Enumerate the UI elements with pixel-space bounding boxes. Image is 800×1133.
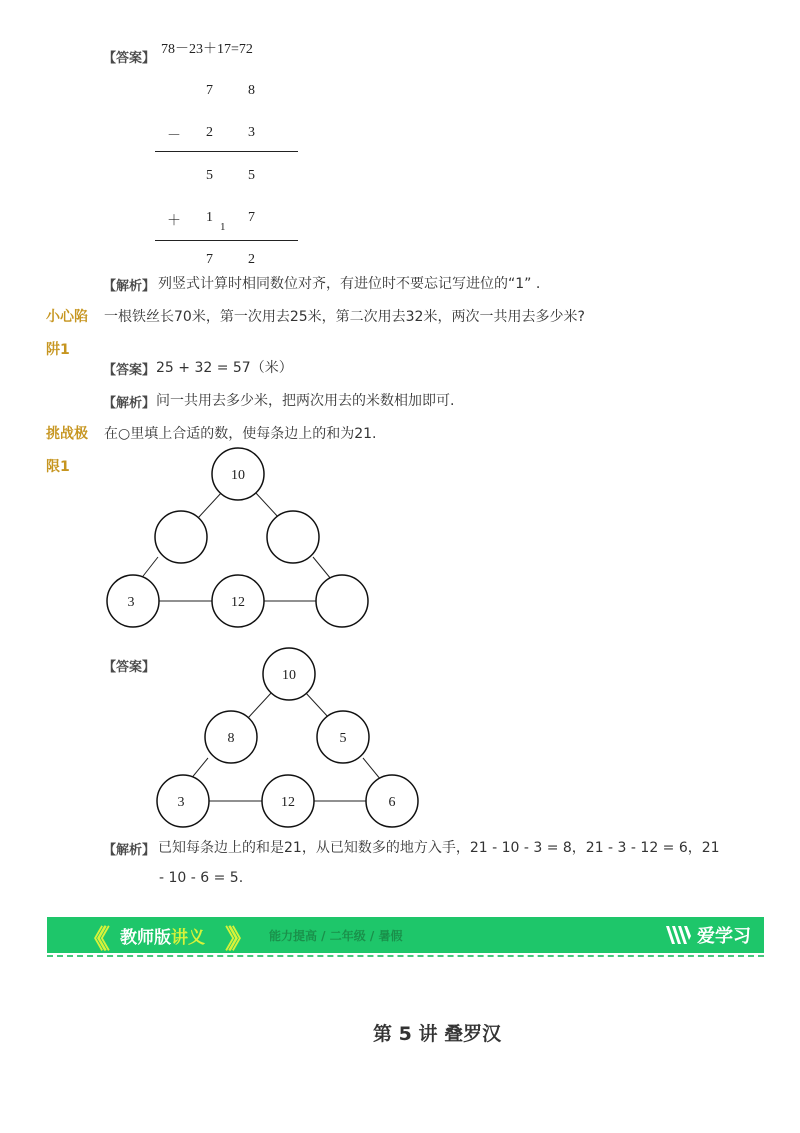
minus-sign: － <box>167 129 181 144</box>
banner-title: 教师版 <box>120 928 171 948</box>
circle-value: 12 <box>231 595 245 610</box>
digit-tens: 1 <box>206 210 213 225</box>
circle-value: 3 <box>127 595 135 610</box>
digit-tens: 2 <box>206 125 213 140</box>
digit-tens: 5 <box>206 168 213 183</box>
double-chevron-right-icon: 》》 <box>225 925 245 955</box>
circle-value: 6 <box>388 795 396 810</box>
circle-value: 3 <box>177 795 185 810</box>
plus-sign: ＋ <box>167 214 181 229</box>
banner-dashed-rule <box>47 955 764 957</box>
double-chevron-left-icon: 《《 <box>81 925 101 955</box>
edge-line <box>363 758 381 780</box>
digit-ones: 2 <box>248 252 255 267</box>
brand-logo-text: 爱学习 <box>697 926 751 947</box>
circle-value: 8 <box>227 731 235 746</box>
edge-line <box>305 692 329 718</box>
digit-ones: 7 <box>248 210 255 225</box>
section-label-challenge: 挑战极 <box>46 426 88 442</box>
next-lesson-title: 第 5 讲 叠罗汉 <box>373 1023 502 1045</box>
answer-text: 25 + 32 = 57（米） <box>156 360 293 376</box>
circle-value: 12 <box>281 795 295 810</box>
answer-tag: 【答案】 <box>103 51 156 66</box>
answer-tag: 【答案】 <box>103 660 156 675</box>
section-label-challenge-number: 限1 <box>46 459 70 475</box>
digit-ones: 3 <box>248 125 255 140</box>
analysis-text-line1: 已知每条边上的和是21，从已知数多的地方入手，21 - 10 - 3 = 8，21 - 3 - 12 = 6，21 <box>158 840 720 856</box>
answer-tag: 【答案】 <box>103 363 156 378</box>
equation: 78－23＋17=72 <box>161 42 253 57</box>
analysis-text-line2: - 10 - 6 = 5. <box>159 870 244 886</box>
edge-line <box>248 692 272 718</box>
digit-ones: 8 <box>248 83 255 98</box>
analysis-text: 问一共用去多少米，把两次用去的米数相加即可. <box>156 393 455 409</box>
banner-subtitle: 能力提高 / 二年级 / 暑假 <box>269 929 403 943</box>
digit-ones: 5 <box>248 168 255 183</box>
analysis-tag: 【解析】 <box>103 396 156 411</box>
analysis-text: 列竖式计算时相同数位对齐，有进位时不要忘记写进位的“1” . <box>158 276 541 292</box>
banner-title-accent: 讲义 <box>171 928 205 948</box>
section-label-trap-number: 阱1 <box>46 342 70 358</box>
analysis-tag: 【解析】 <box>103 279 156 294</box>
logo-icon <box>664 924 692 946</box>
circle-value: 10 <box>282 668 296 683</box>
circle-value: 10 <box>231 468 245 483</box>
carry-digit: 1 <box>220 221 226 233</box>
question-text: 一根铁丝长70米，第一次用去25米，第二次用去32米，两次一共用去多少米? <box>104 309 585 325</box>
section-label-trap: 小心陷 <box>46 309 88 325</box>
question-text: 在○里填上合适的数，使每条边上的和为21. <box>104 426 377 442</box>
digit-tens: 7 <box>206 83 213 98</box>
circle-value: 5 <box>339 731 347 746</box>
digit-tens: 7 <box>206 252 213 267</box>
footer-banner <box>47 917 764 953</box>
analysis-tag: 【解析】 <box>103 843 156 858</box>
